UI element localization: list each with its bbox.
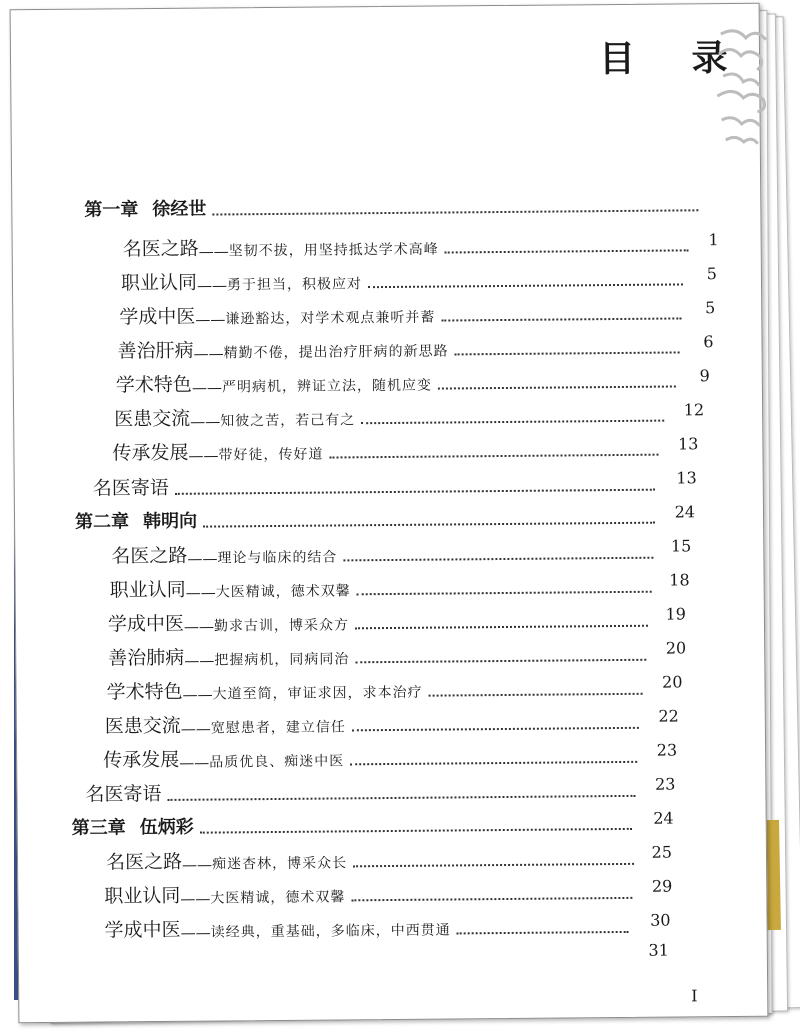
dot-leader xyxy=(212,208,698,215)
dot-leader xyxy=(438,384,676,389)
chapter-heading[interactable] xyxy=(84,190,704,221)
dot-leader xyxy=(167,794,635,801)
toc-entry[interactable] xyxy=(110,571,658,603)
toc-entry[interactable] xyxy=(114,400,670,432)
section-dash: —— xyxy=(180,719,211,738)
section-dash: —— xyxy=(184,651,215,670)
page-number: 24 xyxy=(674,502,696,522)
page-number: 5 xyxy=(704,298,716,318)
section-desc: 带好徒，传好道 xyxy=(218,446,324,464)
section-desc: 勇于担当，积极应对 xyxy=(226,276,363,294)
closing-name: 名医寄语 xyxy=(85,782,162,806)
dot-leader xyxy=(200,827,632,834)
section-desc: 严明病机，辨证立法，随机应变 xyxy=(221,377,432,396)
dot-leader xyxy=(361,419,664,425)
section-name: 医患交流 xyxy=(114,407,191,431)
dot-leader xyxy=(352,726,639,732)
section-desc: 大医精诚，德术双馨 xyxy=(215,583,351,601)
chapter-name: 徐经世 xyxy=(152,198,207,221)
section-desc: 谦逊豁达，对学术观点兼听并蓄 xyxy=(225,309,436,328)
section-name: 职业认同 xyxy=(120,271,198,295)
section-desc: 品质优良、痴迷中医 xyxy=(209,753,345,771)
section-dash: —— xyxy=(180,889,211,908)
section-dash: —— xyxy=(188,446,219,465)
toc-entry[interactable] xyxy=(112,434,664,466)
closing-name: 名医寄语 xyxy=(92,476,169,500)
page-number: 9 xyxy=(699,366,710,386)
section-dash: —— xyxy=(193,344,224,363)
chapter-name: 伍炳彩 xyxy=(139,816,194,839)
page-number: 12 xyxy=(683,400,705,420)
page-number: 20 xyxy=(662,672,683,692)
section-desc: 大道至简，审证求因，求本治疗 xyxy=(212,684,423,703)
section-dash: —— xyxy=(179,753,210,772)
section-name: 善治肺病 xyxy=(108,646,185,670)
section-name: 学成中医 xyxy=(104,918,181,942)
toc-entry-closing[interactable] xyxy=(85,775,641,807)
dot-leader xyxy=(429,692,643,697)
dot-leader xyxy=(330,453,659,459)
section-name: 名医之路 xyxy=(122,237,199,261)
dot-leader xyxy=(368,282,683,288)
page-number: 13 xyxy=(676,468,697,488)
section-desc: 精勤不倦，提出治疗肝病的新思路 xyxy=(223,343,449,362)
section-name: 医患交流 xyxy=(104,714,181,738)
toc-entry[interactable] xyxy=(119,297,687,329)
section-name: 善治肝病 xyxy=(117,339,194,363)
page-title: 目 录 xyxy=(598,36,750,81)
section-dash: —— xyxy=(183,617,215,636)
section-desc: 勤求古训，博采众方 xyxy=(213,617,350,635)
section-desc: 把握病机，同病同治 xyxy=(214,651,350,669)
section-dash: —— xyxy=(182,685,213,704)
toc-entry-closing[interactable] xyxy=(93,469,661,501)
chapter-label: 第三章 xyxy=(71,817,126,839)
section-name: 学成中医 xyxy=(107,612,185,636)
page-number: 15 xyxy=(670,536,692,556)
toc-entry[interactable] xyxy=(106,673,648,705)
page-number: 5 xyxy=(706,264,718,284)
chapter-name: 韩明向 xyxy=(142,510,198,533)
section-dash: —— xyxy=(196,276,228,295)
dot-leader xyxy=(355,658,646,664)
dot-leader xyxy=(343,556,653,562)
dot-leader xyxy=(355,624,648,630)
page-number: 30 xyxy=(650,910,671,930)
section-name: 职业认同 xyxy=(104,884,181,908)
chapter-heading[interactable] xyxy=(72,809,638,840)
page-number: 29 xyxy=(651,876,673,896)
page-number: 6 xyxy=(703,332,714,352)
table-of-contents xyxy=(11,4,768,1022)
page-number: 22 xyxy=(658,706,679,726)
section-dash: —— xyxy=(190,412,221,431)
section-desc: 读经典，重基础，多临床，中西贯通 xyxy=(210,922,451,941)
section-desc: 大医精诚，德术双馨 xyxy=(210,889,346,907)
page-number: 31 xyxy=(648,940,669,960)
section-dash: —— xyxy=(198,242,229,261)
chapter-label: 第一章 xyxy=(84,199,139,221)
toc-page xyxy=(10,3,769,1024)
section-dash: —— xyxy=(181,855,213,874)
toc-entry[interactable] xyxy=(108,639,652,671)
section-dash: —— xyxy=(185,583,216,602)
page-number: 25 xyxy=(651,842,673,862)
section-name: 名医之路 xyxy=(105,850,183,874)
page-number: 23 xyxy=(656,740,678,760)
section-dash: —— xyxy=(180,923,211,942)
page-number: 24 xyxy=(653,808,674,828)
dot-leader xyxy=(357,590,652,596)
page-number: 23 xyxy=(654,774,676,794)
dot-leader xyxy=(203,521,655,528)
toc-entry[interactable] xyxy=(116,365,682,397)
dot-leader xyxy=(350,760,637,766)
page-number: 1 xyxy=(708,230,719,250)
section-name: 传承发展 xyxy=(103,748,180,772)
chapter-heading[interactable] xyxy=(75,503,661,534)
toc-entry[interactable] xyxy=(104,877,638,909)
section-name: 职业认同 xyxy=(109,578,186,602)
toc-entry[interactable] xyxy=(117,331,685,363)
section-desc: 知彼之苦，若己有之 xyxy=(220,412,356,430)
dot-leader xyxy=(445,248,689,253)
toc-entry[interactable] xyxy=(103,741,643,773)
dot-leader xyxy=(175,488,655,495)
toc-entry[interactable] xyxy=(105,911,635,943)
toc-entry[interactable] xyxy=(121,263,689,295)
section-desc: 理论与临床的结合 xyxy=(217,549,338,567)
section-dash: —— xyxy=(191,378,222,397)
page-number: 19 xyxy=(665,604,686,624)
dot-leader xyxy=(353,862,634,867)
toc-entry[interactable] xyxy=(106,843,640,875)
toc-entry[interactable] xyxy=(123,229,695,261)
page-number: 13 xyxy=(677,434,699,454)
section-name: 学成中医 xyxy=(119,305,196,329)
section-name: 学术特色 xyxy=(115,373,192,397)
section-dash: —— xyxy=(187,549,218,568)
toc-entry[interactable] xyxy=(105,707,645,739)
chapter-label: 第二章 xyxy=(74,511,130,533)
section-desc: 坚韧不拔，用坚持抵达学术高峰 xyxy=(228,241,439,260)
dot-leader xyxy=(457,930,629,935)
section-name: 传承发展 xyxy=(112,441,189,465)
section-dash: —— xyxy=(195,310,226,329)
section-desc: 宽慰患者，建立信任 xyxy=(210,719,346,737)
page-number: 18 xyxy=(669,570,690,590)
toc-entry[interactable] xyxy=(111,537,659,569)
page-number: 20 xyxy=(665,638,687,658)
dot-leader xyxy=(441,316,681,321)
page-folio: I xyxy=(691,986,698,1006)
section-desc: 痴迷杏林，博采众长 xyxy=(212,855,348,873)
toc-entry[interactable] xyxy=(108,605,654,637)
dot-leader xyxy=(455,350,680,355)
section-name: 学术特色 xyxy=(106,680,183,704)
dot-leader xyxy=(351,896,632,901)
section-name: 名医之路 xyxy=(111,544,188,568)
